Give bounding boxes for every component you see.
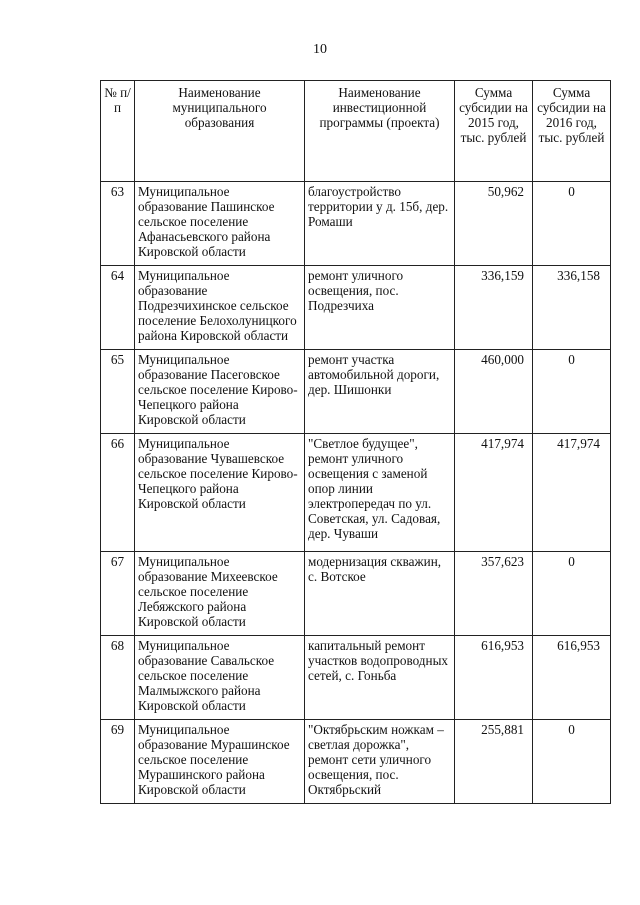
row-program: ремонт уличного освещения, пос. Подрезчиха: [305, 266, 455, 350]
row-sum-2015: 460,000: [455, 350, 533, 434]
row-municipality: Муниципальное образование Михеевское сельское поселение Лебяжского района Кировской области: [135, 552, 305, 636]
row-program: капитальный ремонт участков водопроводных сетей, с. Гоньба: [305, 636, 455, 720]
row-num: 69: [101, 720, 135, 804]
table-row: [101, 182, 611, 266]
row-program: "Октябрьским ножкам – светлая дорожка", ремонт сети уличного освещения, пос. Октябрьский: [305, 720, 455, 804]
subsidy-table: [100, 80, 611, 804]
row-sum-2015: 417,974: [455, 434, 533, 552]
header-program: Наименование инвестиционной программы (проекта): [305, 81, 455, 182]
table-row: [101, 350, 611, 434]
table-row: [101, 720, 611, 804]
row-sum-2016: 616,953: [533, 636, 611, 720]
table-row: [101, 552, 611, 636]
row-num: 63: [101, 182, 135, 266]
row-program: модернизация скважин, с. Вотское: [305, 552, 455, 636]
row-sum-2015: 336,159: [455, 266, 533, 350]
row-municipality: Муниципальное образование Пашинское сельское поселение Афанасьевского района Кировской области: [135, 182, 305, 266]
row-sum-2016: 0: [533, 552, 611, 636]
row-program: ремонт участка автомобильной дороги, дер. Шишонки: [305, 350, 455, 434]
row-sum-2016: 0: [533, 350, 611, 434]
row-municipality: Муниципальное образование Подрезчихинское сельское поселение Белохолуницкого района Кировской области: [135, 266, 305, 350]
row-sum-2016: 0: [533, 182, 611, 266]
row-num: 67: [101, 552, 135, 636]
row-program: благоустройство территории у д. 15б, дер. Ромаши: [305, 182, 455, 266]
header-municipality: Наименование муниципального образования: [135, 81, 305, 182]
row-municipality: Муниципальное образование Пасеговское сельское поселение Кирово-Чепецкого района Кировской области: [135, 350, 305, 434]
row-sum-2016: 0: [533, 720, 611, 804]
row-sum-2015: 50,962: [455, 182, 533, 266]
row-sum-2016: 336,158: [533, 266, 611, 350]
row-num: 65: [101, 350, 135, 434]
header-sum-2016: Сумма субсидии на 2016 год, тыс. рублей: [533, 81, 611, 182]
row-sum-2015: 357,623: [455, 552, 533, 636]
row-num: 64: [101, 266, 135, 350]
row-num: 68: [101, 636, 135, 720]
header-sum-2015: Сумма субсидии на 2015 год, тыс. рублей: [455, 81, 533, 182]
row-sum-2015: 616,953: [455, 636, 533, 720]
row-municipality: Муниципальное образование Мурашинское сельское поселение Мурашинского района Кировской области: [135, 720, 305, 804]
table-row: [101, 434, 611, 552]
table-row: [101, 266, 611, 350]
header-num: № п/п: [101, 81, 135, 182]
table-row: [101, 636, 611, 720]
row-sum-2015: 255,881: [455, 720, 533, 804]
row-sum-2016: 417,974: [533, 434, 611, 552]
row-num: 66: [101, 434, 135, 552]
row-municipality: Муниципальное образование Чувашевское сельское поселение Кирово-Чепецкого района Кировской области: [135, 434, 305, 552]
page-number: 10: [313, 42, 327, 57]
row-municipality: Муниципальное образование Савальское сельское поселение Малмыжского района Кировской области: [135, 636, 305, 720]
table-header-row: [101, 81, 611, 182]
row-program: "Светлое будущее", ремонт уличного освещения с заменой опор линии электропередач по ул. Советская, ул. Садовая, дер. Чуваши: [305, 434, 455, 552]
